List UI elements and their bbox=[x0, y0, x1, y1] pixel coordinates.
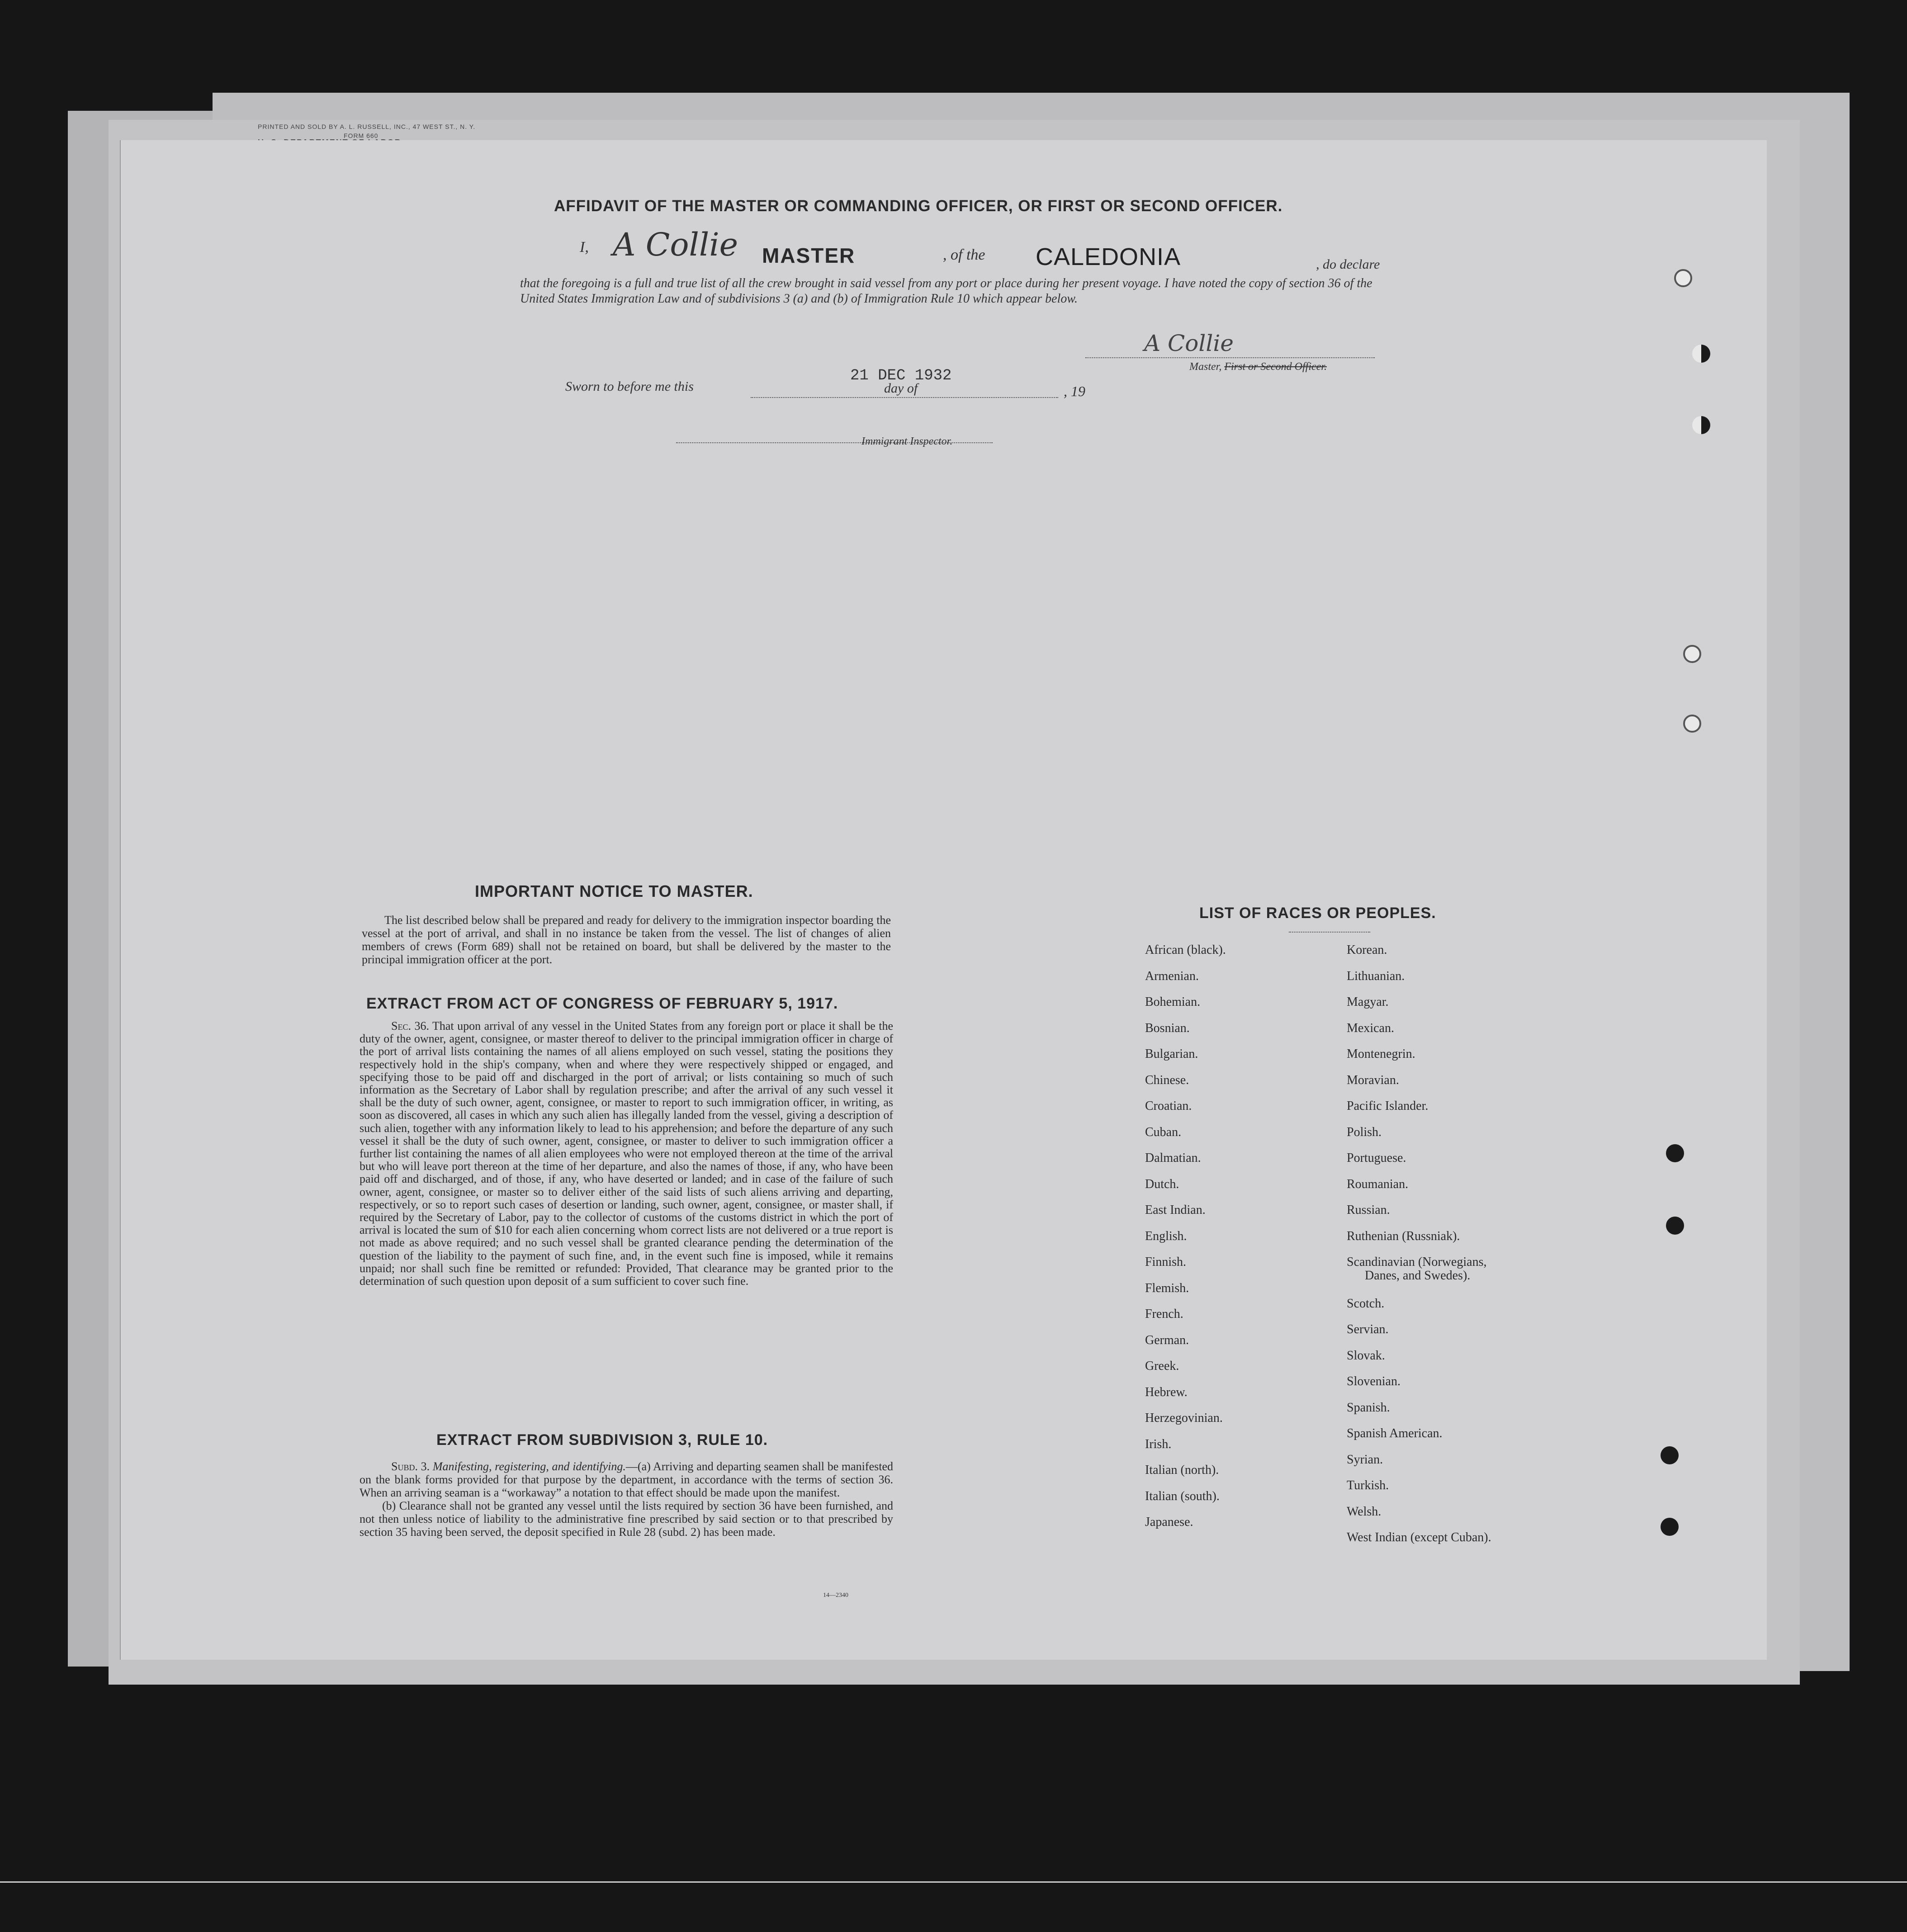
race-item: Roumanian. bbox=[1347, 1177, 1409, 1191]
form-line: FORM 660 bbox=[344, 132, 379, 139]
extract-rule-title: EXTRACT FROM SUBDIVISION 3, RULE 10. bbox=[436, 1431, 768, 1449]
race-item: Portuguese. bbox=[1347, 1151, 1406, 1165]
notice-title: IMPORTANT NOTICE TO MASTER. bbox=[475, 882, 753, 900]
affidavit-text: that the foregoing is a full and true list of all the crew brought in said vessel from any port or place during her present voyage. I have noted the copy of section 36 of the United States Immigration Law and of subdivisions 3 (a) and (b) of Immigration Rule 10 which appear below. bbox=[520, 276, 1372, 306]
race-item: Italian (south). bbox=[1145, 1489, 1220, 1503]
binder-hole bbox=[1666, 1144, 1684, 1162]
race-item: Slovenian. bbox=[1347, 1374, 1401, 1388]
races-title: LIST OF RACES OR PEOPLES. bbox=[1199, 904, 1436, 922]
race-item: Korean. bbox=[1347, 943, 1387, 957]
race-item: Finnish. bbox=[1145, 1255, 1187, 1269]
race-item: Servian. bbox=[1347, 1322, 1389, 1336]
race-item: Japanese. bbox=[1145, 1515, 1193, 1529]
race-item: German. bbox=[1145, 1333, 1189, 1347]
day-of-label: day of bbox=[884, 381, 918, 396]
race-item: Moravian. bbox=[1347, 1073, 1399, 1087]
race-item: Pacific Islander. bbox=[1347, 1099, 1429, 1113]
race-item: Slovak. bbox=[1347, 1348, 1385, 1363]
race-item: Spanish American. bbox=[1347, 1426, 1443, 1440]
officer-signature: A Collie bbox=[1144, 330, 1234, 356]
officer-label bbox=[1189, 361, 1327, 373]
i-label: I, bbox=[580, 239, 589, 256]
inspector-label: Immigrant Inspector. bbox=[861, 436, 953, 447]
race-item: Danes, and Swedes). bbox=[1365, 1269, 1471, 1283]
race-item: Mexican. bbox=[1347, 1021, 1394, 1035]
race-item: African (black). bbox=[1145, 943, 1226, 957]
subdivision-3-text: Subd. 3. Manifesting, registering, and identifying.—(a) Arriving and departing seamen shall be manifested on the blank forms provided for that purpose by the department, in accordance with the terms of section 36. When an arriving seaman is a “workaway” a notation to that effect should be made upon the manifest. (b) Clearance shall not be granted any vessel until the lists required by section 36 have been furnished, and not then unless notice of liability to the administrative fine prescribed by said section or to that prescribed by section 35 having been served, the deposit specified in Rule 28 (subd. 2) has been made. bbox=[360, 1460, 893, 1539]
scanner-edge bbox=[0, 1881, 1907, 1883]
binder-hole bbox=[1683, 715, 1701, 733]
race-item: Irish. bbox=[1145, 1437, 1172, 1451]
race-item: Dalmatian. bbox=[1145, 1151, 1201, 1165]
form-number: 14—2340 bbox=[823, 1592, 848, 1599]
race-item: Turkish. bbox=[1347, 1478, 1389, 1492]
race-item: Spanish. bbox=[1347, 1400, 1390, 1415]
printer-line: PRINTED AND SOLD BY A. L. RUSSELL, INC., 47 WEST ST., N. Y. bbox=[258, 123, 476, 130]
rank-label: MASTER bbox=[762, 244, 856, 267]
binder-hole bbox=[1666, 1217, 1684, 1235]
race-item: French. bbox=[1145, 1307, 1183, 1321]
binder-hole bbox=[1692, 345, 1710, 363]
race-item: Scotch. bbox=[1347, 1296, 1385, 1311]
race-item: Scandinavian (Norwegians, bbox=[1347, 1255, 1487, 1269]
race-item: Ruthenian (Russniak). bbox=[1347, 1229, 1460, 1243]
race-item: Montenegrin. bbox=[1347, 1047, 1415, 1061]
race-item: West Indian (except Cuban). bbox=[1347, 1530, 1491, 1544]
year-prefix: , 19 bbox=[1064, 383, 1085, 399]
race-item: Bosnian. bbox=[1145, 1021, 1190, 1035]
race-item: Italian (north). bbox=[1145, 1463, 1219, 1477]
race-item: Lithuanian. bbox=[1347, 969, 1405, 983]
notice-text: The list described below shall be prepared and ready for delivery to the immigration inspector boarding the vessel at the port of arrival, and shall in no instance be taken from the vessel. The list of changes of alien members of crews (Form 689) shall not be retained on board, but shall be delivered by the master to the principal immigration officer at the port. bbox=[362, 914, 891, 966]
binder-hole bbox=[1692, 416, 1710, 434]
do-declare-label: , do declare bbox=[1316, 257, 1380, 272]
race-item: East Indian. bbox=[1145, 1203, 1206, 1217]
vessel-name: CALEDONIA bbox=[1036, 243, 1181, 270]
race-item: Bohemian. bbox=[1145, 995, 1201, 1009]
race-item: Hebrew. bbox=[1145, 1385, 1188, 1399]
races-rule bbox=[1289, 932, 1370, 933]
officer-label-master: Master, bbox=[1189, 361, 1222, 373]
race-item: Russian. bbox=[1347, 1203, 1390, 1217]
race-item: Magyar. bbox=[1347, 995, 1389, 1009]
race-item: Cuban. bbox=[1145, 1125, 1182, 1139]
section-36-text: Sec. 36. That upon arrival of any vessel in the United States from any foreign port or place it shall be the duty of the owner, agent, consignee, or master thereof to deliver to the principal immigration officer in charge of the port of arrival lists containing the names of all aliens employed on such vessel, stating the positions they respectively hold in the ship's company, when and where they were respectively shipped or engaged, and specifying those to be paid off and discharged in the port of arrival; or lists containing so much of such information as the Secretary of Labor shall by regulation prescribe; and after the arrival of any such vessel it shall be the duty of such owner, agent, consignee, or master to report to such immigration officer, in writing, as soon as discovered, all cases in which any such alien has illegally landed from the vessel, giving a description of such alien, together with any information likely to lead to his apprehension; and before the departure of any such vessel it shall be the duty of such owner, agent, consignee, or master to deliver to such immigration officer a further list containing the names of all alien employees who were not employed thereon at the time of the arrival but who will leave port thereon at the time of her departure, and also the names of those, if any, who have been paid off and discharged, and of those, if any, who have deserted or landed; and in case of the failure of such owner, agent, consignee, or master so to deliver either of the said lists of such aliens arriving and departing, respectively, or so to report such cases of desertion or landing, such owner, agent, consignee, or master shall, if required by the Secretary of Labor, pay to the collector of customs of the customs district in which the port of arrival is located the sum of $10 for each alien concerning whom correct lists are not delivered or a true report is not made as above required; and no such vessel shall be granted clearance pending the determination of the question of the liability to the payment of such fine, and, in the event such fine is imposed, while it remains unpaid; nor shall such fine be remitted or refunded: Provided, That clearance may be granted prior to the determination of such question upon deposit of a sum sufficient to cover such fine. bbox=[360, 1019, 893, 1288]
date-line bbox=[751, 397, 1058, 398]
extract-act-title: EXTRACT FROM ACT OF CONGRESS OF FEBRUARY 5, 1917. bbox=[366, 995, 838, 1012]
signature-line bbox=[1085, 357, 1375, 358]
race-item: Dutch. bbox=[1145, 1177, 1179, 1191]
race-item: Chinese. bbox=[1145, 1073, 1189, 1087]
date-stamp: 21 DEC 1932 bbox=[850, 367, 952, 384]
race-item: Armenian. bbox=[1145, 969, 1199, 983]
race-item: Flemish. bbox=[1145, 1281, 1189, 1295]
officer-label-struck: First or Second Officer. bbox=[1224, 361, 1327, 373]
affidavit-title: AFFIDAVIT OF THE MASTER OR COMMANDING OFFICER, OR FIRST OR SECOND OFFICER. bbox=[554, 197, 1283, 215]
race-item: Syrian. bbox=[1347, 1452, 1383, 1467]
race-item: Bulgarian. bbox=[1145, 1047, 1198, 1061]
sworn-label: Sworn to before me this bbox=[565, 379, 694, 394]
race-item: Croatian. bbox=[1145, 1099, 1192, 1113]
binder-hole bbox=[1661, 1518, 1679, 1536]
binder-hole bbox=[1674, 269, 1692, 287]
race-item: Welsh. bbox=[1347, 1504, 1382, 1519]
race-item: English. bbox=[1145, 1229, 1187, 1243]
binder-hole bbox=[1661, 1446, 1679, 1464]
race-item: Herzegovinian. bbox=[1145, 1411, 1223, 1425]
binder-hole bbox=[1683, 645, 1701, 663]
race-item: Greek. bbox=[1145, 1359, 1179, 1373]
master-signature: A Collie bbox=[613, 226, 738, 263]
of-the-label: , of the bbox=[943, 246, 985, 263]
race-item: Polish. bbox=[1347, 1125, 1382, 1139]
